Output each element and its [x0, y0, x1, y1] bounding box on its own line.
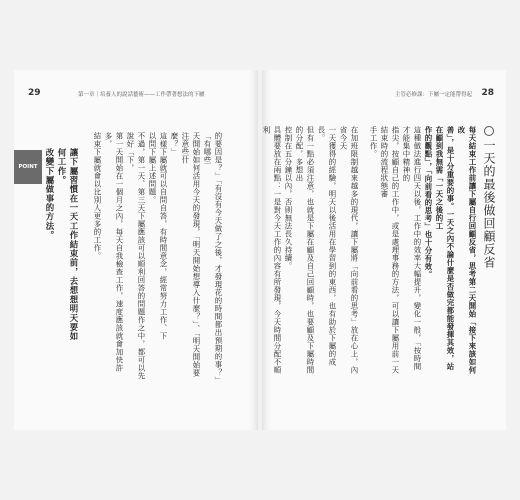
body-text-left: [92, 132, 224, 382]
page-number-right: 28: [481, 88, 494, 98]
text-column: 的要因是？」「有沒有今天做了之後，才發現花的時間都出預期的事？」「有哪些: [203, 132, 223, 381]
running-head-left: 第一章｜培養人的說話藝術——工作帶著想法的下屬: [78, 92, 205, 98]
text-column: 這種做法進行四天以後，工作中的效率大幅提升，變化一般，「按時間才能集中精神的: [402, 126, 422, 371]
point-label: POINT: [14, 150, 42, 184]
book-spread: [14, 70, 506, 430]
body-text-right: [261, 126, 478, 376]
circle-bullet-icon: [484, 126, 494, 136]
text-column: 麼？」: [170, 132, 179, 156]
section-heading: [481, 126, 498, 269]
text-column: 在加班限制越來越多的現代，讓下屬將「向前看的思考」放在心上，內省今天: [339, 126, 359, 374]
text-column: 善」，是十分重要的事。一天之內不論什麼是否做完都能發揮其效，站在顧到我無需「一天之後的工: [435, 126, 455, 371]
text-column: 這樣下屬就可以自問自答，有時間意念，經常努力工作、下: [159, 132, 168, 340]
text-column: 一天獲得的經驗，明天以後活用在學習到的東西，也有助於下屬的成長。: [317, 126, 337, 366]
right-page: [262, 70, 506, 430]
text-column: 具體要放在兩點：一是對今天工作的內容有所發現，今天時間分配不順利: [262, 126, 282, 374]
text-column: 手工作。: [369, 126, 378, 158]
text-column: 以問下屬上述問題。: [148, 132, 157, 204]
text-column: 天開始如何活用今天的發現，「明天開始想導入什麼？」、「明天開始要注意些什: [181, 132, 201, 377]
point-summary: [44, 148, 80, 348]
text-column: 但有一點必須注意，也就是下屬在顧及自己回顧時，也要顧及下屬時間的分配，多想出: [295, 126, 315, 374]
page-number-left: 29: [28, 88, 41, 98]
text-column: 第一天開始在一個月之內，每天自我檢查工作，速度應該就會加快許多，: [104, 132, 124, 372]
heading-text: 一天的最後做回顧反省: [482, 139, 496, 269]
text-column: 每天結束工作前讓下屬自行回顧反省，思考第二天開始「接下來該如何改: [457, 126, 477, 374]
text-column: 結束下屬就會以比別人更多的工作。: [93, 132, 102, 260]
text-column: 不過，第一天、第三天下屬應該可以順利回答的問題作之中，都可以先說好「下，: [126, 132, 146, 380]
point-line: 讓下屬習慣在一天工作結束前，去想想明天要如何工作。: [57, 148, 79, 341]
left-page: [14, 70, 258, 430]
text-column: 指尖，按顧自己的工作中，或是處理事務的方法，可以讓下屬用前一天結束時的流程狀態審: [380, 126, 400, 374]
point-line: 改變下屬做事的方法。: [45, 148, 55, 240]
text-column: 作的觀點」，「向前看的思考」也十分有效。: [424, 126, 433, 279]
text-column: 控制在五分鐘以內，否則無法長久持續。: [284, 126, 293, 270]
running-head-right: 主管必修課：下屬一定能帶得起: [394, 92, 472, 98]
